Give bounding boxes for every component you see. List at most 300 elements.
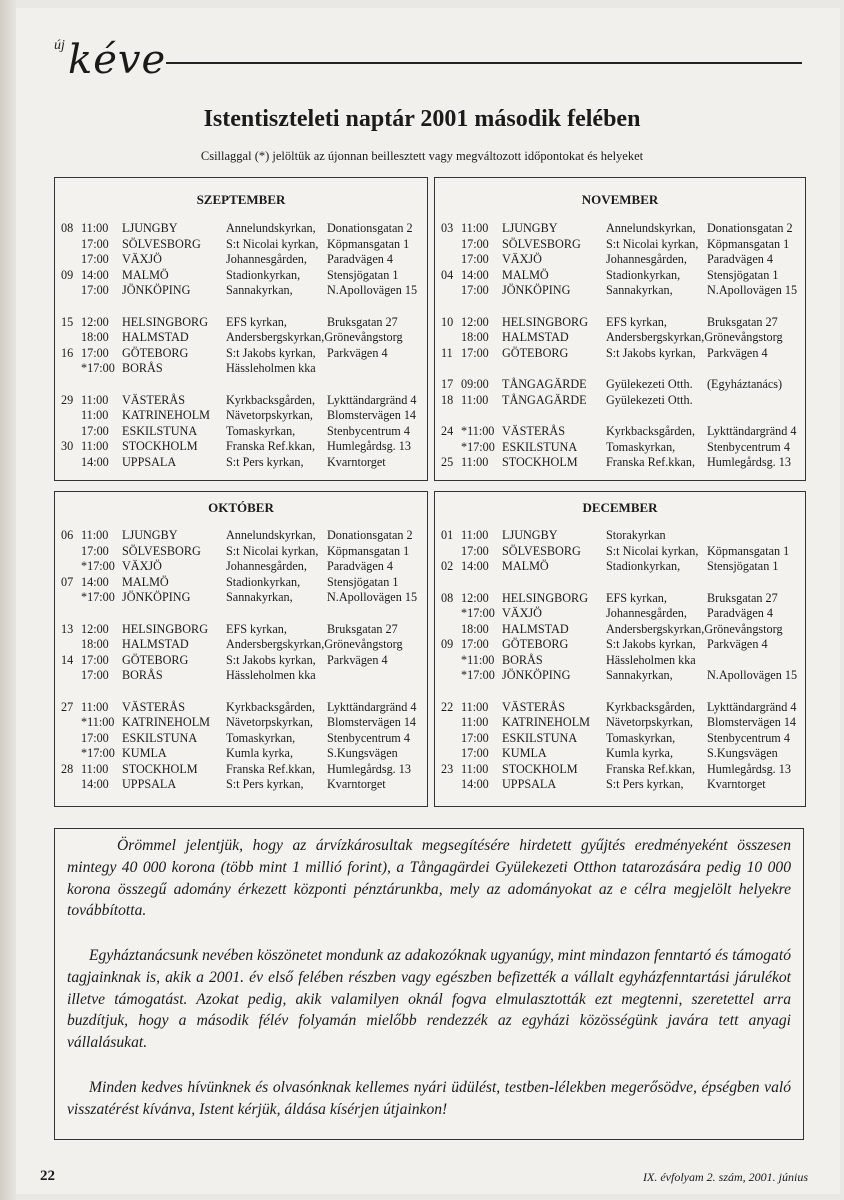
service-city: HALMSTAD [502,330,569,344]
service-church: Andersbergskyrkan,Grönevångstorg [606,621,783,636]
service-church: Stadionkyrkan, [226,574,301,589]
schedule-row [61,408,423,424]
month-title: SZEPTEMBER [196,192,286,207]
service-church: Kumla kyrka, [226,746,294,760]
service-church: Sannakyrkan, [226,283,293,297]
schedule-row [441,346,801,362]
service-city: KATRINEHOLM [502,715,591,729]
service-church: Sannakyrkan, [226,590,293,604]
service-time: 18:00 [81,637,109,651]
service-city: LJUNGBY [122,528,178,542]
service-time: 11:00 [461,392,489,407]
service-time: 17:00 [461,252,489,266]
service-time: 11:00 [81,408,109,422]
service-church: Tomaskyrkan, [226,423,296,438]
service-address: Humlegårdsg. 13 [327,761,411,776]
service-address: Parkvägen 4 [707,637,768,651]
service-city: SÖLVESBORG [122,543,201,558]
service-day: 28 [61,761,74,776]
binding-edge [0,0,16,1200]
service-time: 12:00 [461,314,489,329]
schedule-rows [441,528,801,793]
service-church: Johannesgården, [606,252,687,266]
service-church: Tomaskyrkan, [606,730,676,745]
month-title: DECEMBER [582,500,658,515]
service-time: 14:00 [461,777,489,791]
schedule-row [61,439,423,455]
notice-paragraph-3: Minden kedves hívünknek és olvasónknak kellemes nyári üdülést, testben-lélekben megerősödve, épségben való visszatérést kívánva, Istent kérjük, áldása kísérjen útjainkon! [67,1079,791,1118]
service-time: 17:00 [461,345,489,360]
service-church: S:t Jakobs kyrkan, [226,345,316,360]
service-address: N.Apollovägen 15 [327,590,418,604]
schedule-row [441,606,801,622]
service-time: 12:00 [81,314,109,329]
service-day: 17 [441,377,454,391]
service-city: VÄXJÖ [502,606,542,620]
service-time: 11:00 [461,455,489,469]
schedule-row [61,268,423,284]
service-city: UPPSALA [122,777,177,791]
service-time: 11:00 [461,715,489,729]
service-city: ESKILSTUNA [122,730,198,745]
service-address: Kvarntorget [327,454,386,469]
schedule-row [441,268,801,284]
service-city: HALMSTAD [122,637,189,651]
month-box-december [434,491,806,807]
service-address: Lykttändargränd 4 [707,424,797,438]
service-day: 18 [441,392,454,407]
service-address: Stenbycentrum 4 [327,730,410,745]
schedule-row [61,575,423,591]
schedule-row [441,559,801,575]
service-city: VÄSTERÅS [122,392,185,407]
service-city: KATRINEHOLM [122,715,211,729]
service-church: Kyrkbacksgården, [226,699,316,714]
service-church: Nävetorpskyrkan, [226,715,313,729]
service-time: 11:00 [461,528,489,542]
service-church: Tomaskyrkan, [226,730,296,745]
service-day: 10 [441,314,454,329]
service-city: GÖTEBORG [502,637,569,651]
service-city: JÖNKÖPING [122,283,191,297]
schedule-row [441,637,801,653]
service-day: 08 [441,590,454,605]
service-time: *17:00 [81,746,115,760]
service-address: N.Apollovägen 15 [327,283,418,297]
service-city: TÅNGAGÄRDE [502,392,587,407]
service-city: VÄSTERÅS [502,424,565,438]
service-church: S:t Jakobs kyrkan, [606,637,696,651]
service-address: Donationsgatan 2 [707,221,793,235]
service-church: Kyrkbacksgården, [606,424,696,438]
service-day: 13 [61,621,74,636]
schedule-row [441,777,801,793]
issue-info: IX. évfolyam 2. szám, 2001. június [643,1170,808,1184]
service-city: TÅNGAGÄRDE [502,377,587,391]
service-time: 17:00 [461,543,489,558]
service-address: Stenbycentrum 4 [327,423,410,438]
schedule-row [61,622,423,638]
service-church: Hässleholmen kka [226,361,316,375]
schedule-row [441,455,801,471]
schedule-row [61,700,423,716]
service-address: Lykttändargränd 4 [327,392,417,407]
service-church: Kyrkbacksgården, [226,392,316,407]
service-city: KUMLA [122,746,167,760]
service-address: Bruksgatan 27 [707,590,778,605]
service-time: 11:00 [81,699,109,714]
service-church: Stadionkyrkan, [606,267,681,282]
service-time: 09:00 [461,377,489,391]
service-address: Köpmansgatan 1 [327,236,410,251]
service-city: BORÅS [502,652,543,667]
schedule-row [61,424,423,440]
service-address: Blomstervägen 14 [327,408,417,422]
service-time: 14:00 [81,267,109,282]
service-address: Blomstervägen 14 [327,715,417,729]
service-church: Annelundskyrkan, [226,221,316,235]
service-church: Franska Ref.kkan, [226,761,316,776]
service-time: 17:00 [461,283,489,297]
schedule-row [61,346,423,362]
service-time: 17:00 [461,236,489,251]
service-city: STOCKHOLM [122,761,198,776]
service-time: 14:00 [461,559,489,573]
schedule-row [61,777,423,793]
service-city: SÖLVESBORG [122,236,201,251]
service-time: *11:00 [81,715,115,729]
service-church: Hässleholmen kka [606,652,696,667]
service-address: Kvarntorget [327,777,386,791]
logo-keve: kéve [68,37,167,83]
service-day: 14 [61,652,74,667]
service-time: 11:00 [81,392,109,407]
service-day: 29 [61,392,74,407]
page-subtitle: Csillaggal (*) jelöltük az újonnan beillesztett vagy megváltozott időpontokat és helyeket [200,149,644,163]
schedule-rows [441,221,801,471]
service-day: 22 [441,699,454,714]
schedule-row [61,455,423,471]
service-city: LJUNGBY [502,528,558,542]
service-time: *17:00 [81,559,115,573]
schedule-row [441,762,801,778]
schedule-row [61,283,423,299]
service-church: Johannesgården, [606,606,687,620]
service-city: HELSINGBORG [122,621,208,636]
schedule-row [61,221,423,237]
service-church: Kumla kyrka, [606,746,674,760]
schedule-row [61,361,423,377]
schedule-row [61,393,423,409]
service-time: 18:00 [461,330,489,344]
service-time: 17:00 [81,345,109,360]
service-time: 17:00 [81,252,109,266]
service-address: Stensjögatan 1 [327,574,399,589]
logo-prefix: új [54,38,65,53]
schedule-row [441,544,801,560]
schedule-row [61,746,423,762]
service-church: Annelundskyrkan, [606,221,696,235]
service-church: Sannakyrkan, [606,668,673,682]
page-title: Istentiszteleti naptár 2001 második felében [203,106,641,132]
service-city: JÖNKÖPING [502,668,571,682]
service-address: Parkvägen 4 [707,345,768,360]
service-time: 17:00 [81,283,109,297]
service-address: Paradvägen 4 [327,252,393,266]
service-address: Humlegårdsg. 13 [707,761,791,776]
service-city: VÄSTERÅS [122,699,185,714]
service-church: Nävetorpskyrkan, [606,715,693,729]
service-time: 14:00 [81,454,109,469]
schedule-row [441,622,801,638]
service-church: Johannesgården, [226,252,307,266]
schedule-row [61,731,423,747]
service-church: S:t Nicolai kyrkan, [226,236,319,251]
service-city: SÖLVESBORG [502,543,581,558]
service-time: 11:00 [461,221,489,235]
service-address: Parkvägen 4 [327,345,388,360]
schedule-row [441,221,801,237]
service-church: S:t Pers kyrkan, [226,777,304,791]
service-day: 24 [441,424,454,438]
service-address: Donationsgatan 2 [327,528,413,542]
service-church: EFS kyrkan, [226,621,287,636]
service-church: Andersbergskyrkan,Grönevångstorg [226,637,403,651]
month-title: NOVEMBER [581,192,659,207]
service-address: S.Kungsvägen [707,746,778,760]
service-time: 11:00 [81,439,109,453]
service-church: Kyrkbacksgården, [606,699,696,714]
service-address: Köpmansgatan 1 [327,543,410,558]
service-church: Stadionkyrkan, [226,267,301,282]
service-time: 17:00 [461,746,489,760]
service-time: 11:00 [81,528,109,542]
schedule-row [441,746,801,762]
service-church: Nävetorpskyrkan, [226,408,313,422]
service-city: ESKILSTUNA [122,423,198,438]
service-address: Stensjögatan 1 [707,559,779,573]
service-address: Lykttändargränd 4 [707,699,797,714]
service-address: Bruksgatan 27 [327,314,398,329]
service-church: Annelundskyrkan, [226,528,316,542]
month-box-september [54,177,428,481]
service-time: 17:00 [81,543,109,558]
service-address: Stenbycentrum 4 [707,439,790,454]
notice-paragraph-1: Örömmel jelentjük, hogy az árvízkárosultak megsegítésére hirdetett gyűjtés eredményeként összesen mintegy 40 000 korona (több mint 1 millió forint), a Tångagärdei Gyülekezeti Otthon tatarozására pedig 10 000 korona összegű adomány érkezett központi pénztárunkba, mely az adományokat az e célra megjelölt helyekre továbbította. [67,837,791,920]
service-city: BORÅS [122,668,163,682]
service-city: MALMÖ [502,267,549,282]
masthead-rule [166,62,802,64]
service-day: 11 [441,345,453,360]
schedule-row [61,637,423,653]
service-church: S:t Pers kyrkan, [226,454,304,469]
service-time: 12:00 [461,590,489,605]
service-time: 14:00 [81,574,109,589]
service-city: JÖNKÖPING [122,590,191,604]
service-time: 18:00 [461,621,489,636]
service-time: 11:00 [81,761,109,776]
service-city: VÄSTERÅS [502,699,565,714]
notice-paragraph-2: Egyháztanácsunk nevében köszönetet mondunk az adakozóknak ugyanúgy, mint mindazon fenntartó és támogató tagjainknak is, akik a 2001. év első felében részben vagy egészben befizették a vállalt egyházfenntartási járulékot illetve támogatást. Azokat pedig, akik valamilyen oknál fogva elmulasztották ezt megtenni, szeretettel arra buzdítjuk, hogy a második félév folyamán mielőbb rendezzék az egyházi közösségünk javára tett anyagi vállalásukat. [67,947,791,1052]
schedule-row [441,440,801,456]
schedule-row [61,590,423,606]
service-address: Kvarntorget [707,777,766,791]
service-time: 14:00 [461,267,489,282]
service-city: JÖNKÖPING [502,283,571,297]
service-day: 02 [441,559,454,573]
schedule-row [441,252,801,268]
schedule-row [61,330,423,346]
service-address: Stenbycentrum 4 [707,730,790,745]
service-church: Gyülekezeti Otth. [606,392,693,407]
service-time: *17:00 [461,439,495,454]
schedule-row [441,653,801,669]
service-address: Blomstervägen 14 [707,715,797,729]
service-day: 15 [61,314,74,329]
service-city: HELSINGBORG [122,314,208,329]
service-city: STOCKHOLM [122,439,198,453]
service-time: *17:00 [81,590,115,604]
service-city: HALMSTAD [122,330,189,344]
schedule-row [61,762,423,778]
schedule-row [61,315,423,331]
service-church: Johannesgården, [226,559,307,573]
service-city: MALMÖ [122,574,169,589]
service-address: Donationsgatan 2 [327,221,413,235]
service-address: Bruksgatan 27 [707,314,778,329]
service-address: Humlegårdsg. 13 [327,439,411,453]
schedule-row [441,591,801,607]
service-day: 08 [61,221,74,235]
service-city: KUMLA [502,746,547,760]
service-day: 30 [61,439,74,453]
schedule-row [441,377,801,393]
schedule-row [441,393,801,409]
schedule-row [441,700,801,716]
month-box-november [434,177,806,481]
schedule-row [61,715,423,731]
service-address: S.Kungsvägen [327,746,398,760]
service-city: GÖTEBORG [122,652,189,667]
schedule-row [61,559,423,575]
service-address: Paradvägen 4 [707,606,773,620]
service-church: S:t Jakobs kyrkan, [606,345,696,360]
service-church: Franska Ref.kkan, [606,455,696,469]
service-city: UPPSALA [502,777,557,791]
service-city: LJUNGBY [122,221,178,235]
service-time: *17:00 [461,668,495,682]
schedule-rows [61,221,423,470]
service-time: *11:00 [461,424,495,438]
schedule-row [61,528,423,544]
service-church: Andersbergskyrkan,Grönevångstorg [606,330,783,344]
schedule-row [441,424,801,440]
service-church: EFS kyrkan, [606,590,667,605]
schedule-row [61,252,423,268]
service-address: N.Apollovägen 15 [707,283,798,297]
service-address: Paradvägen 4 [327,559,393,573]
schedule-row [61,237,423,253]
service-church: S:t Nicolai kyrkan, [606,236,699,251]
service-city: VÄXJÖ [502,252,542,266]
service-church: EFS kyrkan, [226,314,287,329]
service-city: MALMÖ [502,559,549,573]
schedule-row [441,715,801,731]
service-church: Franska Ref.kkan, [606,761,696,776]
page-number: 22 [40,1168,55,1184]
service-city: ESKILSTUNA [502,730,578,745]
service-time: 11:00 [461,699,489,714]
service-time: 17:00 [81,236,109,251]
schedule-row [441,668,801,684]
service-church: Franska Ref.kkan, [226,439,316,453]
schedule-row [441,528,801,544]
service-day: 03 [441,221,454,235]
notice-box [54,828,804,1140]
service-church: Andersbergskyrkan,Grönevångstorg [226,330,403,344]
service-city: HELSINGBORG [502,590,588,605]
service-city: GÖTEBORG [122,345,189,360]
service-city: STOCKHOLM [502,761,578,776]
service-church: S:t Nicolai kyrkan, [226,543,319,558]
service-day: 27 [61,699,74,714]
schedule-row [441,731,801,747]
service-day: 09 [61,267,74,282]
month-title: OKTÓBER [208,500,274,515]
service-city: STOCKHOLM [502,455,578,469]
service-church: Storakyrkan [606,528,666,542]
service-address: Humlegårdsg. 13 [707,455,791,469]
service-day: 16 [61,345,74,360]
service-time: 18:00 [81,330,109,344]
service-address: Köpmansgatan 1 [707,236,790,251]
service-address: Stensjögatan 1 [707,267,779,282]
service-time: 12:00 [81,621,109,636]
service-address: N.Apollovägen 15 [707,668,798,682]
service-city: LJUNGBY [502,221,558,235]
schedule-rows [61,528,423,793]
service-church: Stadionkyrkan, [606,559,681,573]
service-city: UPPSALA [122,454,177,469]
service-day: 09 [441,637,454,651]
schedule-row [441,315,801,331]
service-address: Stensjögatan 1 [327,267,399,282]
service-church: Tomaskyrkan, [606,439,676,454]
service-church: Hässleholmen kka [226,668,316,682]
service-day: 04 [441,267,454,282]
service-city: ESKILSTUNA [502,439,578,454]
service-city: HALMSTAD [502,621,569,636]
service-time: *11:00 [461,652,495,667]
service-address: Lykttändargränd 4 [327,699,417,714]
service-time: 17:00 [81,652,109,667]
service-church: S:t Pers kyrkan, [606,777,684,791]
service-time: 11:00 [81,221,109,235]
service-address: Paradvägen 4 [707,252,773,266]
service-city: KATRINEHOLM [122,408,211,422]
service-time: 17:00 [81,730,109,745]
service-address: Köpmansgatan 1 [707,543,790,558]
service-day: 23 [441,761,454,776]
service-city: BORÅS [122,361,163,375]
schedule-row [441,330,801,346]
service-address: Parkvägen 4 [327,652,388,667]
service-church: S:t Nicolai kyrkan, [606,543,699,558]
service-time: 17:00 [461,637,489,651]
service-time: 17:00 [81,423,109,438]
schedule-row [441,283,801,299]
service-time: 17:00 [81,668,109,682]
